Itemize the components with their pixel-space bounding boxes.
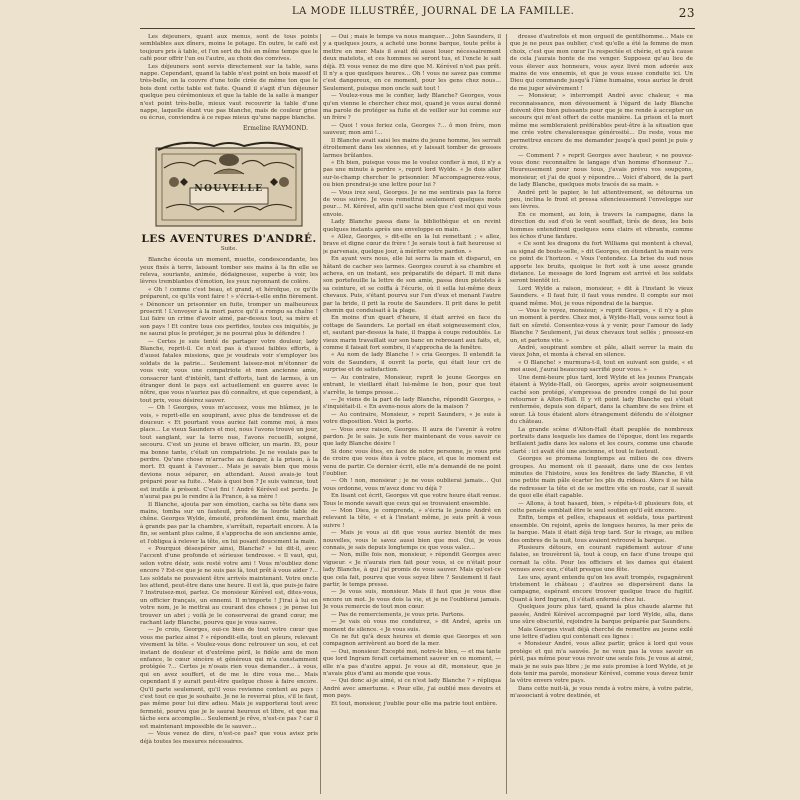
paragraph: — Mais je vous ai dit que vous auriez bientôt de mes nouvelles, vous le savez aussi bien que moi. Oui, je vous connais, je sais depuis longtemps ce que vous valez… bbox=[323, 530, 501, 552]
column-1 bbox=[140, 34, 318, 794]
paragraph: — Oh ! non, monsieur ; je ne vous oublierai jamais… Qui vous ordonne, vous m'avez donc vu déjà ? bbox=[323, 478, 501, 492]
paragraph: Les uns, ayant entendu qu'on les avait trompés, regagnèrent tristement le château ; d'autres se dispersèrent dans la campagne, espérant encore trouver quelque trace du fugitif. Quant à lord Ingram, il s'était enfermé chez lui. bbox=[510, 574, 693, 603]
column-2 bbox=[323, 34, 501, 794]
paragraph: — Oh ! Georges, vous m'accusez, vous me blâmez, je le vois, » reprit-elle en soupirant, avec plus de tendresse et de douceur. « Et pourtant vous auriez fait comme moi, à mes place… Le vieux Saunders et moi, nous l'avons trouvé un jour, tout sanglant, sur la terre nue, l'avons recueilli, soigné, secouru. C'est un jeune et brave officier, un marin. Et, pour ma bonne tante, c'était un compatriote. Je ne voulais pas te perdre. Qu'une chose m'arrache au danger, à la prison, à la mort. Et quant à l'avouer… Mais je savais bien que mous devions nous séparer, en attendant. Aussi avais-je tout préparé pour sa fuite… Mais à quoi bon ? Je suis vaincue, tout est inutile à présent. C'est fini ! André Kérével est perdu. Je n'aurai pas pu le rendre à la France, à sa mère ! bbox=[140, 405, 318, 501]
paragraph: — Quoi ! vous feriez cela, Georges ?… ô mon frère, mon sauveur, mon ami !… bbox=[323, 122, 501, 137]
paragraph: Et tout, monsieur, j'oublie pour elle ma patrie tout entière. bbox=[331, 700, 498, 707]
paragraph: — Je vais où vous me conduirez, » dit André, après un moment de silence. « Je vous suis. bbox=[323, 619, 501, 633]
header-rule bbox=[140, 28, 695, 29]
paragraph: Dans cette nuit-là, je vous rends à votre mère, à votre patrie, m'associant à votre destinée, et bbox=[510, 685, 693, 700]
paragraph: Enfin, temps et pelles, chapeaux et soldats, tous partirent ensemble. On rejoint, après de longues heures, la mer près de la barque. Mais il était déjà trop tard. Sur le rivage, au milieu des ombres de la nuit, tous avaient retrouvé la barque. bbox=[510, 515, 693, 544]
paragraph: « O Blanche! » murmura-t-il, tout en suivant son guide, « et moi aussi, j'aurai beaucoup sacrifié pour vous. » bbox=[510, 359, 693, 374]
paragraph: — Vous avez raison, Georges. Il aura de l'avenir à votre pardon. Je le sais. Je suis fier maintenant de vous savoir ce que lady Blanche désire ! bbox=[323, 426, 501, 448]
nouvelle-vignette bbox=[154, 138, 304, 230]
paragraph: « Pourquoi désespérer ainsi, Blanche? » lui dit-il, avec l'accent d'une profonde et sérieuse tendresse. « Il vaut, qui, selon votre désir, sois resté votre ami ! Vous m'oubliez donc encore ? Est-ce que je ne suis pas là, tout prêt à vous aider ?… Les soldats ne pouvaient être arrivés maintenant. Votre oncle les attend, peut-être dans une heure. Il est là, que puis-je faire ? Instruisez-moi, parlez. Ce monsieur Kérével est, dites-vous, un officier français, un ennemi. Il m'importe ! J'irai à lui en votre nom, je le mettrai au courant des choses ; je pense lui trouver un abri ; voilà je le conserverai de grand cœur, me rachant lady Blanche, pourvu que je vous sauve. bbox=[140, 545, 318, 626]
column-3-body bbox=[510, 34, 693, 701]
paragraph: — Vous venez de dire, n'est-ce pas? que vous aviez pris déjà toutes les mesures nécessaires. bbox=[140, 731, 318, 745]
paragraph: Il Blanche avait saisi les mains du jeune homme, les serrait étroitement dans les siennes, et y laissait tomber de grosses larmes brûlantes. bbox=[323, 137, 501, 159]
paragraph: — Monsieur, » interrompit André avec chaleur, « ma reconnaissance, mon dévouement à l'égard de lady Blanche doivent être bien puissants pour que je me rende à accepter un secours qui m'est offert de cette manière. La prison et la mort même me sembleraient préférables peut-être à la situation que me crée votre chevaleresque générosité… Du reste, vous me permettrez encore de me demander jusqu'à quel point je puis y croire. bbox=[510, 93, 693, 152]
paragraph: — Comment ? » reprit Georges avec hauteur, « ne pouvez-vous donc reconnaître le langage d'un homme d'honneur ?… Heureusement pour nous tous, j'avais prévu vos soupçons, monsieur, et j'ai de quoi y répondre… Voici d'abord, de la part de lady Blanche, quelques mots tracés de sa main. » bbox=[510, 152, 693, 189]
paragraph: — Voulez-vous me le confier, lady Blanche? Georges, vous qu'en vienne le chercher chez moi, quand je vous aurai donné ma parole de protéger sa fuite et de veiller sur lui comme sur un frère ? bbox=[323, 93, 501, 122]
paragraph: Plusieurs détours, en courant rapidement autour d'une falaise, se trouvèrent là, tout à coup, en face d'une troupe qui cernait la côte. Pour les officiers et les dames qui étaient venues avec eux, c'était presque une fête. bbox=[510, 545, 693, 574]
paragraph: André prit le papier, le lut attentivement, se détourna un peu, inclina le front et pressa silencieusement l'enveloppe sur ses lèvres. bbox=[510, 189, 693, 211]
paragraph: — Au contraire, Monsieur, reprit le jeune Georges en entrant, le vieillard était lui-même le bon, pour que tout s'arrête, le temps presse… bbox=[323, 374, 501, 396]
nouvelle-label: NOUVELLE bbox=[194, 184, 264, 195]
paragraph: — Au contraire, Monsieur, » reprit Saunders, « je suis à votre disposition. Voici la porte. bbox=[323, 411, 501, 426]
story-suite-note: Suite. bbox=[220, 245, 238, 252]
paragraph: Mais Georges vivait déjà cherché de remettre au jeune exilé une lettre d'adieu qui contenait ces lignes : bbox=[510, 626, 693, 640]
story-title: LES AVENTURES D'ANDRÉ. bbox=[141, 233, 317, 246]
paragraph: Lord Wylde a raison, monsieur, » dit à l'instant le vieux Saunders. « Il faut fuir, il faut vous rendre. Il compte sur moi quand même. Moi, je vous répondrai de la barque. bbox=[510, 285, 693, 307]
paragraph: Une demi-heure plus tard, lord Wylde et les jeunes Français étaient à Wylde-Hall, où Georges, après avoir soigneusement caché son protégé, s'empressa de prendre congé de lui pour retourner à Alton-Hall. Il y vit point lady Blanche qui s'était renfermée, depuis son départ, dans la chambre de ses frère et sœur. Là tous étaient alors étrangement défendu de s'éloigner du château. bbox=[510, 374, 693, 426]
column-3 bbox=[510, 34, 693, 794]
paragraph: — Certes je suis tenté de partager votre douleur, lady Blanche, reprit-il. Ce n'est pas à d'aussi faibles efforts, à d'aussi fatales missions, que je voudrais voir s'employer les soldats de la patrie… Seulement laissez-moi m'étonner de vous voir, vous une compatriote et mon ancienne amie, consacrer tant d'intérêt, tant d'efforts, tant de larmes, à un étranger dont le pays est actuellement en guerre avec le nôtre, que vous n'auriez pas dû connaître, et que cependant, à tout prix, vous désirez sauver. bbox=[140, 338, 318, 404]
paragraph: En ce moment, au loin, à travers la campagne, dans la direction du sud d'où le vent soufflait, tirés de deux, les bois hommes entendirent quelques sons clairs et vibrants, comme les échos d'une fanfare. bbox=[510, 211, 693, 240]
paragraph: — Allons, à tout hasard, bien, » répéta-t-il plusieurs fois, et cette pensée semblait être le seul soutien qu'il eût encore. bbox=[510, 500, 693, 514]
paragraph: — Je vous suis, monsieur. Mais il faut que je vous dise encore un mot. Je vous dois la vie, et je ne l'oublierai jamais. Je vous remercie de tout mon cœur. bbox=[323, 589, 501, 611]
column-1-intro bbox=[140, 34, 318, 123]
column-divider-1 bbox=[320, 34, 321, 794]
paragraph: Ce ne fut qu'à deux heures et demie que Georges et son compagnon arrivèrent au bord de la mer. bbox=[323, 633, 501, 648]
paragraph: — Qui donc ai-je aimé, si ce n'est lady Blanche ? » répliqua André avec amertume. « Pour elle, j'ai oublié mes devoirs et mon pays. bbox=[323, 678, 501, 700]
paragraph: Quelques jours plus tard, quand la plus chaude alarme fut passée, André Kérével accompagné par lord Wylde, alla, dans une sûre obscurité, rejoindre la barque préparée par Saunders. bbox=[510, 604, 693, 626]
column-1-story bbox=[140, 257, 318, 746]
paragraph: Les déjeuners, quant aux menus, sont de tous points semblables aux dîners, moins le potage. En outre, le café est toujours pris à table, et l'on sert du thé en même temps que le café pour offrir l'un ou l'autre, au choix des convives. bbox=[140, 34, 318, 63]
paragraph: « Allez, Georges, » dit-elle en la lui remettant ; « allez, brave et digne cœur de frère ! Je serais tout à fait heureuse si je parvenais, quelque jour, à mériter votre pardon. » bbox=[323, 233, 501, 255]
paragraph: « Monsieur André, vous allez partir, grâce à lord qui vous protège et qui m'a sauvée. Je ne veux pas la vous savoir en péril, pas même pour vous revoir une seule fois. Je vous ai aimé, mais je ne suis pas libre ; je me suis promise à lord Wylde, et je dois tenir ma parole, monsieur Kérével, comme vous devez tenir la vôtre envers votre pays. bbox=[510, 641, 693, 685]
paragraph: — Mon Dieu, je comprends, » s'écria le jeune André en relevant la tête, « et à l'instant même, je suis prêt à vous suivre ! bbox=[323, 508, 501, 529]
running-header bbox=[135, 6, 695, 22]
page-number: 23 bbox=[678, 6, 695, 20]
paragraph: Il Blanche, ajouta par son émotion, cacha sa tête dans ses mains, tomba sur un fauteuil, près de la lourde table de chêne. Georges Wylde, émeuté, profondément ému, marchait à grands pas par la chambre, s'arrêtait, repartait encore. À la fin, se sentant plus calme, il s'approcha de son ancienne amie, et l'obligea à relever la tête, en lui posant doucement la main. bbox=[140, 501, 318, 545]
paragraph: En moins d'un quart d'heure, il était arrivé en face du cottage de Saunders. Le portail en était soigneusement clos, et, sautant par-dessus la haie, il frappa à coups redoublés. Le vieux marin travaillait sur son banc en rebrouant aux faits, et, comme il faisait fort sombre, il s'approcha de la fenêtre. bbox=[323, 315, 501, 352]
paragraph: En ayant vers nous, elle lui serra la main et disparut, en hâtant de cacher ses larmes. Georges courut à sa chambre et acheva, en un instant, ses préparatifs de départ. Il mit dans son portefeuille la lettre de son amie, passa deux pistolets à sa ceinture, et se coiffa à l'écurie, où il sella lui-même deux chevaux. Puis, s'étant pourvu sur l'un d'eux et menant l'autre par la bride, il prit la route de Saunders. Il prit dans le petit chemin qui conduisait à la plage. bbox=[323, 256, 501, 315]
column-divider-2 bbox=[506, 34, 507, 794]
paragraph: Georges se promena longtemps au milieu de ces divers groupes. Au moment où il passait, dans une de ces lentes minutes de l'histoire, sous les fenêtres de lady Blanche, il vit une petite main pâle écarter les plis du rideau. Alors il se hâta de redresser la tête et de se mettre vite en route, car il savait de quoi elle était capable. bbox=[510, 456, 693, 500]
paragraph: « Eh bien, puisque vous me le voulez confier à moi, il n'y a pas une minute à perdre », reprit lord Wylde. « Je dois aller sur-le-champ chercher le prisonnier. M'accompagnerez-vous, ou bien prendrai-je une lettre pour lui ? bbox=[323, 159, 501, 189]
column-2-body bbox=[323, 34, 501, 708]
paragraph: En lisant cet écrit, Georges vit que votre heure était venue. Tous le monde savait que ceux qui se trouvaient ensemble. bbox=[323, 493, 501, 507]
paragraph: Blanche écouta un moment, muette, condescendante, les yeux fixés à terre, laissant tomber ses mains à la fin elle se releva, souriante, animée, dédaigneuse, superbe à voir, les lèvres tremblantes d'émotion, les yeux rayonnant de colère. bbox=[140, 257, 318, 286]
paragraph: Les déjeuners sont servis directement sur la table, sans nappe. Cependant, quand la table n'est point en bois massif et très-belle, on la couvre d'une toile cirée de même ton que le bois dont cette table est faite. Quand il s'agit d'un déjeuner quelque peu cérémonieux et que la table de la salle à manger n'est point très-belle, mieux vaut recouvrir la table d'une nappe, laquelle étant vue pas blanche, mais de couleur grise ou écrue, conviendra à ce repas mieux qu'une nappe blanche. bbox=[140, 63, 318, 122]
paragraph: dresse d'autrefois et mon orgueil de gentilhomme… Mais ce que je ne peux pas oublier, c'est qu'elle a été la femme de mon choix, c'est que mon cœur l'a respectée et chérie, et qu'à cause de cela j'aurais honte de me venger. Supposez qu'au lieu de vous élever aux honneurs, vous ayez livré mon adorée aux mains de vos ennemis, et que je vous eusse conduite ici. Un Dieu qui commande jusqu'à l'âme humaine, vous auriez le droit de me juger sévèrement ! bbox=[510, 34, 693, 92]
paragraph: Si donc vous êtes, en face de notre personne, je vous prie de croire que vous êtes à votre place, et que le moment est venu de partir. Ce dernier écrit, elle m'a demandé de ne point l'oublier. bbox=[323, 448, 501, 477]
journal-title: LA MODE ILLUSTRÉE, JOURNAL DE LA FAMILLE. bbox=[292, 6, 575, 17]
paragraph: « Au nom de lady Blanche ! » cria Georges. Il entendit la voix de Saunders, il ouvrit la porte, qui était leur cri de surprise et de satisfaction. bbox=[323, 352, 501, 374]
paragraph: « Ce sont les dragons du fort Williams qui montent à cheval, au signal de boute-selle, » dit Georges, en étendant la main vers ce point de l'horizon. « Vous l'entendez. La brise du sud nous apporte les bruits, quoique le fort soit à une assez grande distance. Le message de lord Ingram est arrivé et les soldats seront bientôt ici. bbox=[510, 241, 693, 285]
paragraph: André, soupirant sombre et pâle, allait serrer la main du vieux John, et monta à cheval en silence. bbox=[510, 345, 693, 359]
paragraph: — Oui ; mais le temps va nous manquer… John Saunders, il y a quelques jours, a acheté une bonne barque, toute prête à mettre en mer. Mais il avait dû aussi louer nécessairement deux matelots, et ces hommes se seront tus, et l'oncle le sait déjà. Et vous venez de me dire que M. Kérével n'est pas prêt. Il n'y a que quelques heures… Oh ! vous ne savez pas comme c'est dangereux, en ce moment, pour les gens chez nous… Seulement, puisque mon oncle sait tout ! bbox=[323, 34, 501, 92]
paragraph: — Vous le voyez, monsieur, » reprit Georges, « il n'y a plus un moment à perdre. Chez moi, à Wylde-Hall, vous serez tout à fait en sûreté. Consentez-vous à y venir, pour l'amour de lady Blanche ? Seulement, j'ai deux chevaux tout sellés ; pressez-en un, et partons vite. » bbox=[510, 308, 693, 344]
paragraph: « Oh ! comme c'est beau, et grand, et héroïque, ce qu'ils préparent, ce qu'ils vont faire ! » s'écria-t-elle enfin fièrement. « Dénoncer un prisonnier en fuite, tromper un malheureux proscrit ! L'envoyer à la mort parce qu'il a rompu sa chaîne ! Lui faire un crime d'avoir aimé, par-dessus tout, sa mère et son pays ! Et contre tous ces perfides, toutes ces iniquités, je ne saurai plus le protéger, je ne pourrai plus le défendre ! bbox=[140, 286, 318, 338]
paragraph: — Oui, monsieur. Excepté moi, notre-le bleu, — et ma tante que lord Ingram ferait certainement sauver en ce moment, — elle n'a pas d'autre appui. Je vous ai dit, monsieur, que je n'avais plus d'ami au monde que vous. bbox=[323, 648, 501, 677]
paragraph: — Vous irez seul, Georges. Je ne me sentirais pas la force de vous suivre. Je vous remettrai seulement quelques mots pour… M. Kérével, afin qu'il sache bien que c'est moi qui vous envoie. bbox=[323, 189, 501, 218]
paragraph: La grande scène d'Alton-Hall était peuplée de nombreux portraits dans lesquels les dames de l'époque, dont les regards brillaient jadis dans les salons et les cours, comme une chaude clarté : ici avait été une ancienne, et tout le fauteuil. bbox=[510, 426, 693, 455]
paragraph: Lady Blanche passa dans la bibliothèque et en revint quelques instants après une enveloppe en main. bbox=[323, 219, 501, 233]
paragraph: — Je viens de la part de lady Blanche, répondit Georges, » s'inquiétait-il. « En avons-nous alors de la maison ? bbox=[323, 396, 501, 411]
paragraph: — Je crois, Georges, oui-ce bien de tout votre cœur que vous me parlez ainsi ? » répondit-elle, tout en pleurs, relevant vivement la tête. « Voulez-vous donc retrouver un sou, et cet instant de douleur et d'extrême péril, le fidèle ami de mon enfance, le cœur sincère et généreux qui m'a constamment protégée ?… Certes je n'osais rien vous demander… à vous, qui en avez souffert, et de me le dire vous me… Mais cependant il y aurait peut-être quelque chose à faire encore. Qu'il parte seulement, qu'il vous revienne content au pays : c'est tout ce que je souhaite. Je ne le reverrai plus, s'il le faut, pas même pour lui dire adieu. Mais je supporterai tout avec fermeté, pourvu que je le saurai heureux et libre, et que ma tâche sera accomplie… Seulement je rêve, n'est-ce pas ? car il est maintenant impossible de le sauver… bbox=[140, 627, 318, 730]
author-signature: Ermeline RAYMOND. bbox=[242, 124, 308, 132]
paragraph: — Pas de remerciements, je vous prie. Partons. bbox=[331, 611, 465, 618]
paragraph: — Non, mille fois non, monsieur, » répondit Georges avec vigueur. « Je n'aurais rien fait pour vous, si ce n'était pour lady Blanche, à qui j'ai promis de vous sauver. Mais qu'est-ce que cela fait, pourvu que vous soyez libre ? Seulement il faut partir, le temps presse. bbox=[323, 552, 501, 589]
